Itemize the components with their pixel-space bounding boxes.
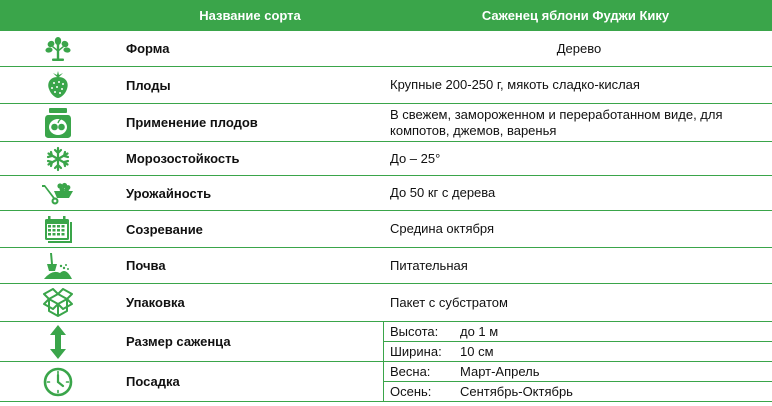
row-label: Посадка [126,374,180,389]
planting-autumn-label: Осень: [390,384,432,399]
planting-spring [383,362,772,382]
table-row [0,248,772,284]
planting-spring-label: Весна: [390,364,431,379]
size-height [383,322,772,342]
table-row [0,31,772,67]
table-row [0,284,772,322]
size-width [383,342,772,361]
row-value: Дерево [556,40,602,56]
size-width-label: Ширина: [390,344,442,359]
planting-autumn [383,382,772,401]
planting-autumn-value: Сентябрь-Октябрь [460,384,573,399]
row-label: Плоды [126,77,171,93]
table-row [0,211,772,248]
shovel-soil-icon [42,252,74,280]
snowflake-icon [45,146,71,172]
row-label: Упаковка [126,295,185,310]
tree-icon [43,36,73,62]
planting-spring-value: Март-Апрель [460,364,540,379]
row-value: До – 25° [390,150,441,166]
table-row [0,176,772,211]
row-value: Средина октября [390,221,495,236]
header-product-name: Саженец яблони Фуджи Кику [481,8,670,23]
wheelbarrow-icon [41,181,75,205]
row-value: Крупные 200-250 г, мякоть сладко-кислая [390,77,640,92]
row-label: Урожайность [126,185,212,201]
row-label: Созревание [126,221,203,237]
row-label: Почва [126,258,166,273]
row-label: Форма [126,41,170,56]
vertical-arrows-icon [49,325,67,359]
table-row [0,142,772,176]
jar-icon [44,107,72,139]
calendar-icon [43,215,73,243]
row-label: Размер саженца [126,334,231,349]
clock-icon [43,367,73,397]
strawberry-icon [43,70,73,100]
row-value: Питательная [390,257,468,273]
row-value: Пакет с субстратом [390,294,508,310]
size-width-value: 10 см [460,344,494,359]
row-value: До 50 кг с дерева [390,185,496,200]
table-row [0,104,772,142]
table-row [0,67,772,104]
row-label: Применение плодов [126,115,258,130]
size-height-label: Высота: [390,324,439,339]
table-row [0,322,772,362]
table-row [0,362,772,402]
header-variety-name: Название сорта [199,8,301,23]
table-header [0,0,772,31]
size-height-value: до 1 м [460,324,499,339]
row-label: Морозостойкость [126,151,240,166]
box-icon [41,288,75,318]
row-value: В свежем, замороженном и переработанном виде, для компотов, джемов, варенья [390,106,723,138]
